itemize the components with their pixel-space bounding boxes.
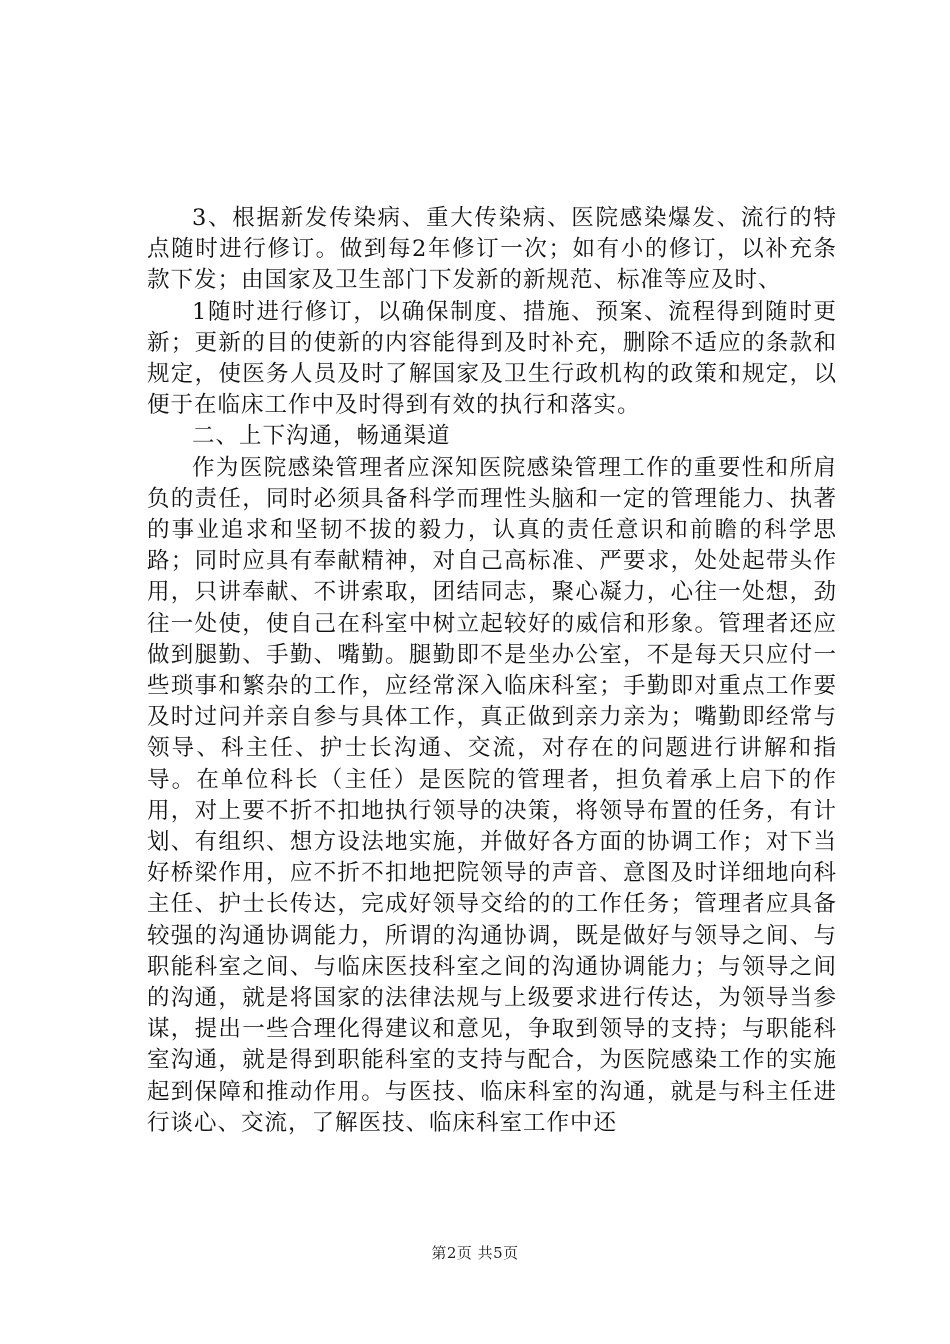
- paragraph-manager-duties: 作为医院感染管理者应深知医院感染管理工作的重要性和所肩负的责任，同时必须具备科学而理性头脑和一定的管理能力、执著的事业追求和坚韧不拔的毅力，认真的责任意识和前瞻的科学思路；同时应具有奉献精神，对自己高标准、严要求，处处起带头作用，只讲奉献、不讲索取，团结同志，聚心凝力，心往一处想，劲往一处使，使自己在科室中树立起较好的威信和形象。管理者还应做到腿勤、手勤、嘴勤。腿勤即不是坐办公室，不是每天只应付一些琐事和繁杂的工作，应经常深入临床科室；手勤即对重点工作要及时过问并亲自参与具体工作，真正做到亲力亲为；嘴勤即经常与领导、科主任、护士长沟通、交流，对存在的问题进行讲解和指导。在单位科长（主任）是医院的管理者，担负着承上启下的作用，对上要不折不扣地执行领导的决策，将领导布置的任务，有计划、有组织、想方设法地实施，并做好各方面的协调工作；对下当好桥梁作用，应不折不扣地把院领导的声音、意图及时详细地向科主任、护士长传达，完成好领导交给的的工作任务；管理者应具备较强的沟通协调能力，所谓的沟通协调，既是做好与领导之间、与职能科室之间、与临床医技科室之间的沟通协调能力；与领导之间的沟通，就是将国家的法律法规与上级要求进行传达，为领导当参谋，提出一些合理化得建议和意见，争取到领导的支持；与职能科室沟通，就是得到职能科室的支持与配合，为医院感染工作的实施起到保障和推动作用。与医技、临床科室的沟通，就是与科主任进行谈心、交流，了解医技、临床科室工作中还: [147, 454, 837, 1136]
- section-heading-communication: 二、上下沟通，畅通渠道: [192, 423, 451, 450]
- page-number-footer: 第2页 共5页: [431, 1244, 519, 1262]
- paragraph-revision-purpose: 1随时进行修订，以确保制度、措施、预案、流程得到随时更新；更新的目的使新的内容能得到及时补充，删除不适应的条款和规定，使医务人员及时了解国家及卫生行政机构的政策和规定，以便于在临床工作中及时得到有效的执行和落实。: [147, 298, 837, 419]
- paragraph-revision-timing: 3、根据新发传染病、重大传染病、医院感染爆发、流行的特点随时进行修订。做到每2年修订一次；如有小的修订，以补充条款下发；由国家及卫生部门下发新的新规范、标准等应及时、: [147, 205, 837, 294]
- document-body: [147, 203, 837, 1139]
